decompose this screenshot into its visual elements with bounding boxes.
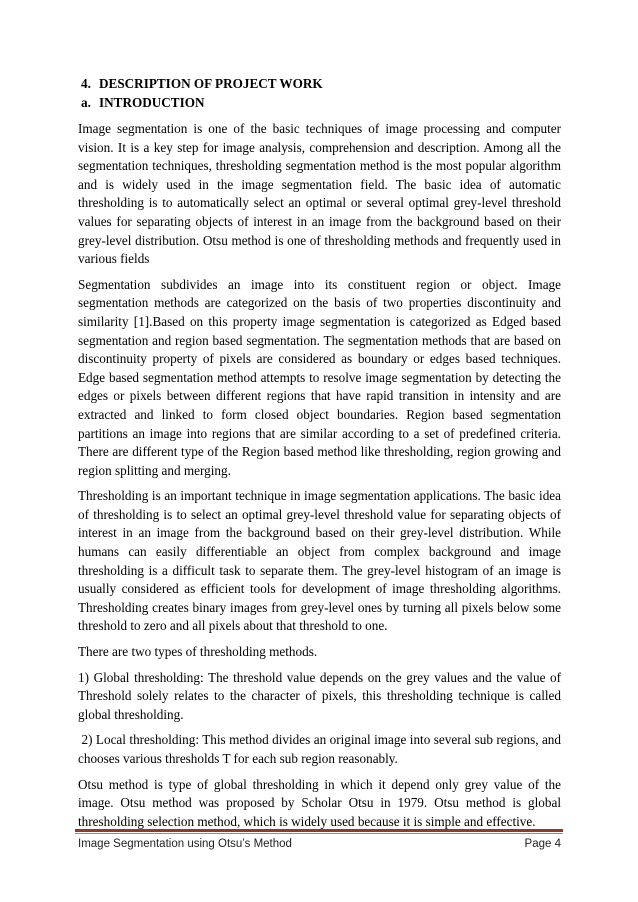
section-title: DESCRIPTION OF PROJECT WORK [99, 76, 323, 91]
subsection-title: INTRODUCTION [99, 95, 205, 110]
paragraph-otsu: Otsu method is type of global thresholding in which it depend only grey value of the image. Otsu method was proposed by Scholar Otsu in 1979. Otsu method is global thresholding selection method, which is widely used because it is simple and effective. [78, 776, 561, 829]
paragraph-types: There are two types of thresholding methods. [78, 644, 318, 660]
page-number: Page 4 [524, 838, 561, 850]
page-footer [78, 838, 561, 850]
paragraph-thresholding: Thresholding is an important technique in image segmentation applications. The basic idea of thresholding is to select an optimal grey-level threshold value for separating objects of interest in an image from the background based on their grey-level distribution. While humans can easily differentiable an object from complex background and image thresholding is a difficult task to separate them. The grey-level histogram of an image is usually considered as efficient tools for development of image thresholding algorithms. Thresholding creates binary images from grey-level ones by turning all pixels below some threshold to zero and all pixels about that threshold to one. [78, 488, 561, 634]
paragraph-segmentation: Segmentation subdivides an image into its constituent region or object. Image segmentation methods are categorized on the basis of two properties discontinuity and similarity [1].Based on this property image segmentation is categorized as Edged based segmentation and region based segmentation. The segmentation methods that are based on discontinuity property of pixels are considered as boundary or edges based techniques. Edge based segmentation method attempts to resolve image segmentation by detecting the edges or pixels between different regions that have rapid transition in intensity and are extracted and linked to form closed object boundaries. Region based segmentation partitions an image into regions that are similar according to a set of predefined criteria. There are different type of the Region based method like thresholding, region growing and region splitting and merging. [78, 276, 561, 478]
subsection-number: a. [81, 95, 91, 110]
paragraph-local-thresholding: 2) Local thresholding: This method divides an original image into several sub regions, and chooses various thresholds T for each sub region reasonably. [78, 732, 565, 766]
section-number: 4. [81, 76, 91, 91]
footer-title: Image Segmentation using Otsu’s Method [78, 838, 292, 850]
footer-divider [75, 829, 563, 832]
section-heading [78, 74, 561, 93]
paragraph-global-thresholding: 1) Global thresholding: The threshold value depends on the grey values and the value of Threshold solely relates to the character of pixels, this thresholding technique is called global thresholding. [78, 669, 561, 722]
subsection-heading [78, 93, 561, 112]
document-body [78, 74, 565, 831]
paragraph-intro: Image segmentation is one of the basic techniques of image processing and computer vision. It is a key step for image analysis, comprehension and description. Among all the segmentation techniques, thresholding segmentation method is the most popular algorithm and is widely used in the image segmentation field. The basic idea of automatic thresholding is to automatically select an optimal or several optimal grey-level threshold values for separating objects of interest in an image from the background based on their grey-level distribution. Otsu method is one of thresholding methods and frequently used in various fields [78, 121, 561, 267]
